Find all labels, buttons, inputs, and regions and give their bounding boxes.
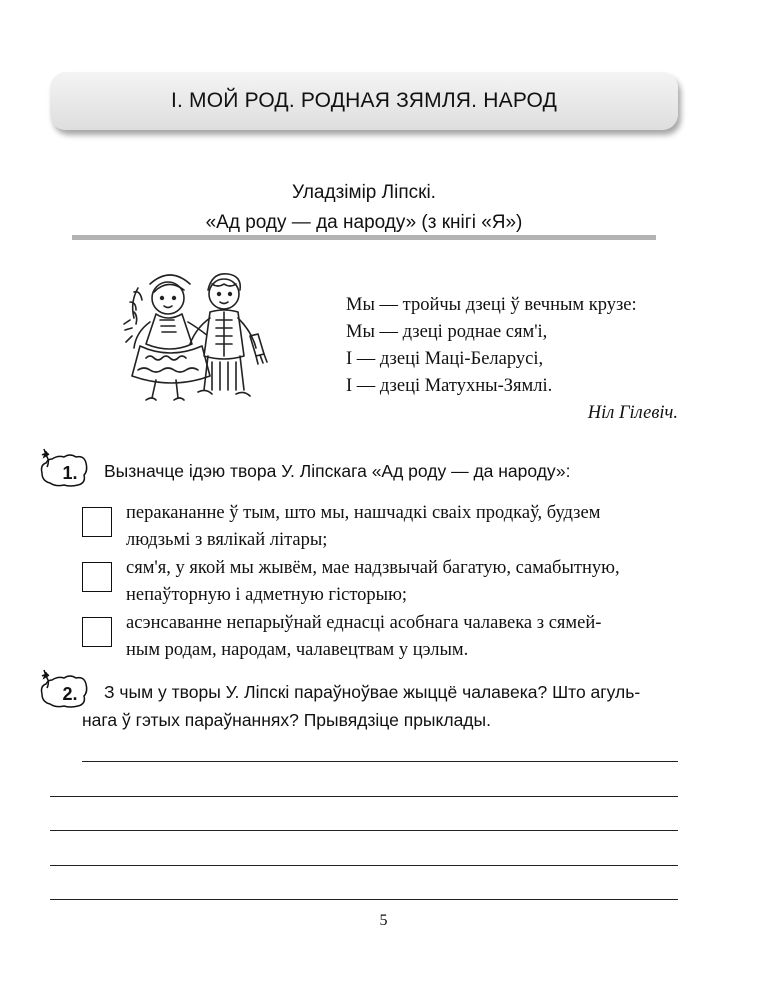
poem-author: Ніл Гілевіч. bbox=[587, 403, 678, 423]
work-heading bbox=[72, 178, 656, 238]
work-title: «Ад роду — да народу» (з кнігі «Я») bbox=[205, 212, 523, 233]
task-2-line: З чым у творы У. Ліпскі параўноўвае жыццё чалавека? Што агуль- bbox=[104, 682, 641, 702]
poem-line: І — дзеці Маці-Беларусі, bbox=[346, 349, 544, 369]
poem-line: Мы — тройчы дзеці ў вечным крузе: bbox=[346, 295, 637, 315]
task-2-text bbox=[104, 678, 640, 706]
heading-divider bbox=[72, 235, 656, 240]
page-number: 5 bbox=[379, 912, 388, 929]
task-1-option-1[interactable] bbox=[82, 500, 682, 554]
task-1-badge bbox=[38, 447, 90, 489]
task-1-option-2[interactable] bbox=[82, 555, 682, 609]
epigraph-poem bbox=[346, 292, 680, 427]
answer-line[interactable] bbox=[50, 865, 678, 866]
option-line: ным родам, народам, чалавецтвам у цэлым. bbox=[126, 640, 469, 660]
option-checkbox[interactable] bbox=[82, 617, 112, 647]
option-checkbox[interactable] bbox=[82, 562, 112, 592]
poem-line: Мы — дзеці роднае сям'і, bbox=[346, 322, 548, 342]
children-in-folk-costume-icon bbox=[120, 262, 272, 410]
answer-line[interactable] bbox=[50, 796, 678, 797]
option-line: непаўторную і адметную гісторыю; bbox=[126, 585, 408, 605]
option-text bbox=[126, 555, 682, 609]
task-1-number: 1. bbox=[62, 463, 78, 483]
option-line: людзьмі з вялікай літары; bbox=[126, 530, 328, 550]
option-text bbox=[126, 610, 682, 664]
option-text bbox=[126, 500, 682, 554]
option-line: сям'я, у якой мы жывём, мае надзвычай багатую, самабытную, bbox=[126, 558, 620, 578]
task-2-text-cont bbox=[82, 706, 491, 734]
task-1-option-3[interactable] bbox=[82, 610, 682, 664]
work-author: Уладзімір Ліпскі. bbox=[292, 182, 436, 203]
answer-line[interactable] bbox=[50, 830, 678, 831]
task-1-text: Вызначце ідэю твора У. Ліпскага «Ад роду — да народу»: bbox=[104, 461, 571, 481]
chapter-banner bbox=[50, 72, 678, 130]
task-2-line: нага ў гэтых параўнаннях? Прывядзіце прыклады. bbox=[82, 710, 491, 730]
answer-line[interactable] bbox=[82, 761, 678, 762]
task-2-number: 2. bbox=[62, 684, 78, 704]
option-line: асэнсаванне непарыўнай еднасці асобнага чалавека з сямей- bbox=[126, 613, 602, 633]
option-checkbox[interactable] bbox=[82, 507, 112, 537]
answer-line[interactable] bbox=[50, 899, 678, 900]
option-line: перакананне ў тым, што мы, нашчадкі сваіх продкаў, будзем bbox=[126, 503, 601, 523]
chapter-title: І. МОЙ РОД. РОДНАЯ ЗЯМЛЯ. НАРОД bbox=[170, 89, 558, 112]
task-2-badge bbox=[38, 668, 90, 710]
poem-line: І — дзеці Матухны-Зямлі. bbox=[346, 376, 553, 396]
